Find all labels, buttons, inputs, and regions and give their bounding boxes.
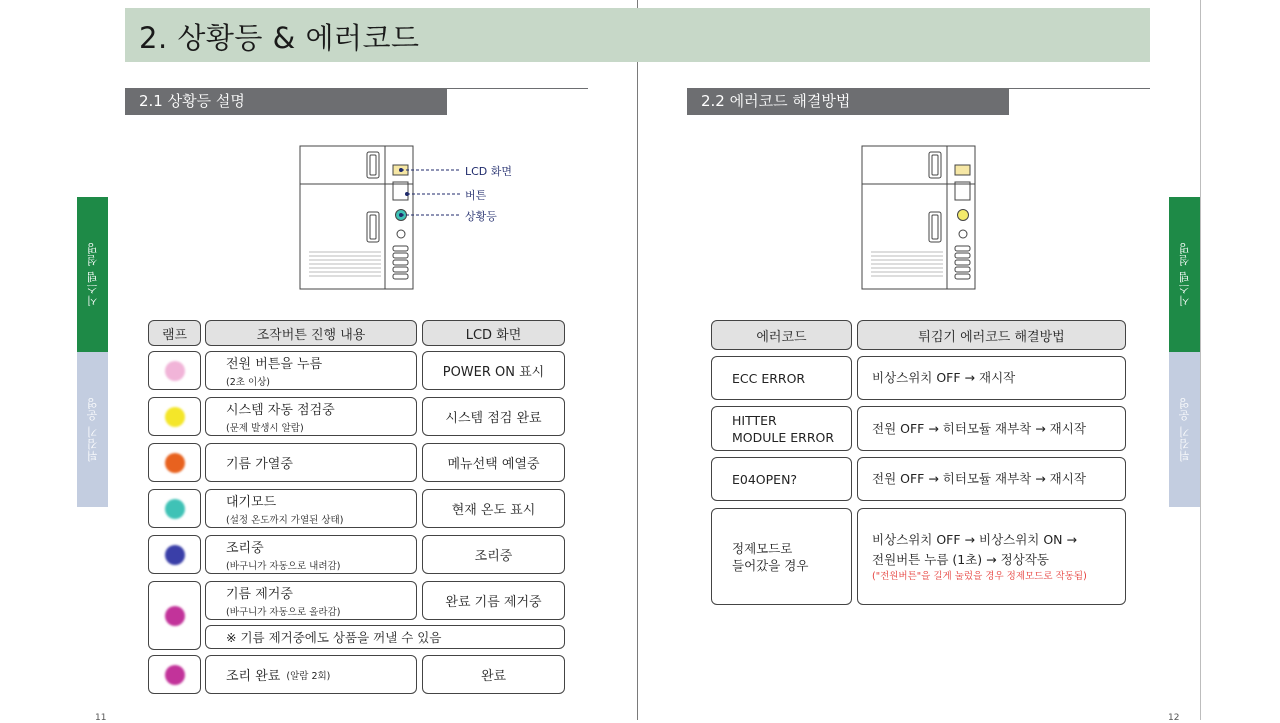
page-title: 2. 상황등 & 에러코드	[139, 21, 420, 55]
solution-cell: 전원 OFF → 히터모듈 재부착 → 재시작	[857, 457, 1126, 501]
header-lcd: LCD 화면	[422, 320, 565, 346]
title-bar	[125, 8, 1150, 62]
lamp-cell	[148, 351, 201, 390]
page-number-left: 11	[95, 713, 107, 723]
solution-cell: 비상스위치 OFF → 재시작	[857, 356, 1126, 400]
lcd-cell: 조리중	[422, 535, 565, 574]
lamp-cell	[148, 535, 201, 574]
lcd-cell: 메뉴선택 예열중	[422, 443, 565, 482]
section-heading-right: 2.2 에러코드 해결방법	[687, 88, 1009, 115]
solution-cell: 비상스위치 OFF → 비상스위치 ON → 전원버튼 누름 (1초) → 정상작동 ("전원버튼"을 길게 눌렀을 경우 정제모드로 작동됨)	[857, 508, 1126, 605]
operation-cell: 기름 제거중 (바구니가 자동으로 올라감)	[205, 581, 417, 620]
lcd-cell: POWER ON 표시	[422, 351, 565, 390]
error-code-cell: 정제모드로 들어갔을 경우	[711, 508, 852, 605]
lamp-teal	[165, 499, 185, 519]
operation-cell: 시스템 자동 점검중 (문제 발생시 알람)	[205, 397, 417, 436]
header-lamp: 램프	[148, 320, 201, 346]
lcd-cell: 완료	[422, 655, 565, 694]
callout-button: 버튼	[465, 189, 487, 202]
page-divider	[637, 0, 638, 720]
error-code-cell: E04OPEN?	[711, 457, 852, 501]
side-tab-operation[interactable]: 튀김기 운영	[77, 352, 108, 507]
side-tab-system-right[interactable]: 시스템 설명	[1169, 197, 1200, 352]
operation-cell: 기름 가열중	[205, 443, 417, 482]
error-code-cell: ECC ERROR	[711, 356, 852, 400]
lamp-cell	[148, 489, 201, 528]
callout-status-light: 상황등	[465, 210, 497, 223]
side-tab-system[interactable]: 시스템 설명	[77, 197, 108, 352]
fryer-illustration-right	[857, 140, 987, 295]
callout-lcd: LCD 화면	[465, 165, 513, 178]
error-code-cell: HITTER MODULE ERROR	[711, 406, 852, 451]
lcd-cell: 완료 기름 제거중	[422, 581, 565, 620]
page-number-right: 12	[1168, 713, 1180, 723]
section-heading-left: 2.1 상황등 설명	[125, 88, 447, 115]
lamp-cell	[148, 397, 201, 436]
header-solution: 튀김기 에러코드 해결방법	[857, 320, 1126, 350]
note-cell: ※ 기름 제거중에도 상품을 꺼낼 수 있음	[205, 625, 565, 649]
lamp-magenta	[165, 606, 185, 626]
operation-cell: 조리중 (바구니가 자동으로 내려감)	[205, 535, 417, 574]
operation-cell: 조리 완료 (알람 2회)	[205, 655, 417, 694]
page-edge	[1200, 0, 1201, 720]
lamp-navy	[165, 545, 185, 565]
lcd-cell: 시스템 점검 완료	[422, 397, 565, 436]
lamp-pink	[165, 361, 185, 381]
lamp-cell	[148, 581, 201, 650]
lamp-yellow	[165, 407, 185, 427]
side-tab-operation-right[interactable]: 튀김기 운영	[1169, 352, 1200, 507]
operation-cell: 전원 버튼을 누름 (2초 이상)	[205, 351, 417, 390]
lamp-magenta	[165, 665, 185, 685]
lamp-cell	[148, 443, 201, 482]
header-operation: 조작버튼 진행 내용	[205, 320, 417, 346]
solution-cell: 전원 OFF → 히터모듈 재부착 → 재시작	[857, 406, 1126, 451]
warning-note: ("전원버튼"을 길게 눌렀을 경우 정제모드로 작동됨)	[872, 570, 1087, 582]
lamp-cell	[148, 655, 201, 694]
operation-cell: 대기모드 (설정 온도까지 가열된 상태)	[205, 489, 417, 528]
header-error-code: 에러코드	[711, 320, 852, 350]
lcd-cell: 현재 온도 표시	[422, 489, 565, 528]
lamp-orange	[165, 453, 185, 473]
